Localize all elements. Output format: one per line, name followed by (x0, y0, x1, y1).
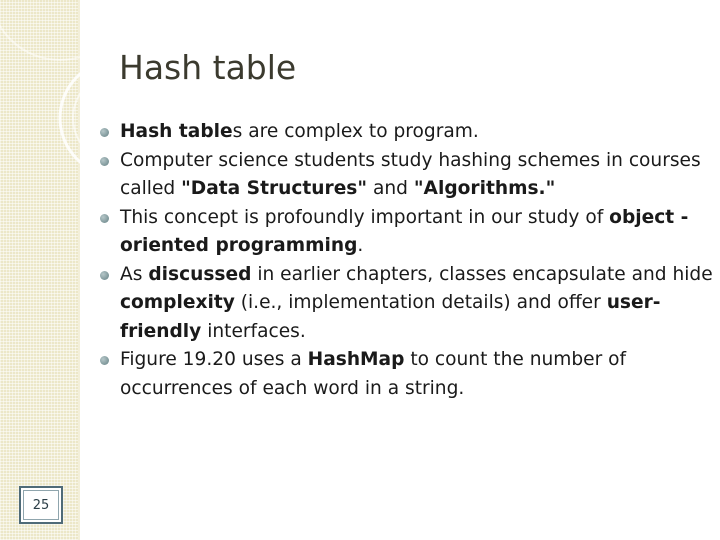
bullet-item (98, 147, 714, 204)
bullet-text (120, 264, 713, 342)
bullet-bold-text: discussed (148, 263, 252, 285)
bullet-plain-text: and (367, 178, 414, 199)
bullet-plain-text: As (120, 263, 149, 285)
slide-title: Hash table (119, 48, 297, 87)
bullet-dot-icon (100, 128, 109, 137)
bullet-list (98, 118, 714, 403)
bullet-plain-text: This concept is profoundly important in our study of (120, 206, 610, 228)
bullet-text (120, 349, 626, 399)
bullet-item (98, 346, 714, 403)
bullet-bold-text: Hash table (120, 121, 233, 142)
bullet-text (120, 121, 479, 142)
bullet-bold-text: "Data Structures" (181, 178, 368, 199)
bullet-plain-text: s are complex to program. (232, 121, 479, 142)
bullet-item (98, 118, 714, 147)
bullet-text (120, 150, 701, 200)
bullet-text (120, 207, 688, 257)
bullet-bold-text: object -oriented programming (120, 206, 689, 256)
bullet-bold-text: user-friendly (120, 292, 661, 342)
bullet-item (98, 261, 714, 347)
page-number-box (19, 486, 63, 524)
bullet-plain-text: Computer science students study hashing schemes in courses called (120, 149, 701, 199)
page-number: 25 (23, 490, 59, 520)
bullet-bold-text: HashMap (307, 349, 405, 370)
bullet-bold-text: "Algorithms." (413, 178, 556, 199)
bullet-plain-text: in earlier chapters, classes encapsulate and hide (251, 263, 713, 285)
bullet-dot-icon (100, 214, 109, 223)
bullet-bold-text: complexity (120, 292, 235, 313)
bullet-dot-icon (100, 356, 109, 365)
bullet-dot-icon (100, 271, 109, 280)
bullet-plain-text: to count the number of occurrences of each word in a string. (120, 349, 627, 399)
bullet-plain-text: interfaces. (201, 320, 306, 342)
bullet-item (98, 204, 714, 261)
bullet-plain-text: . (357, 235, 364, 256)
bullet-plain-text: (i.e., implementation details) and offer (234, 292, 607, 313)
bullet-plain-text: Figure 19.20 uses a (120, 349, 308, 370)
bullet-dot-icon (100, 157, 109, 166)
